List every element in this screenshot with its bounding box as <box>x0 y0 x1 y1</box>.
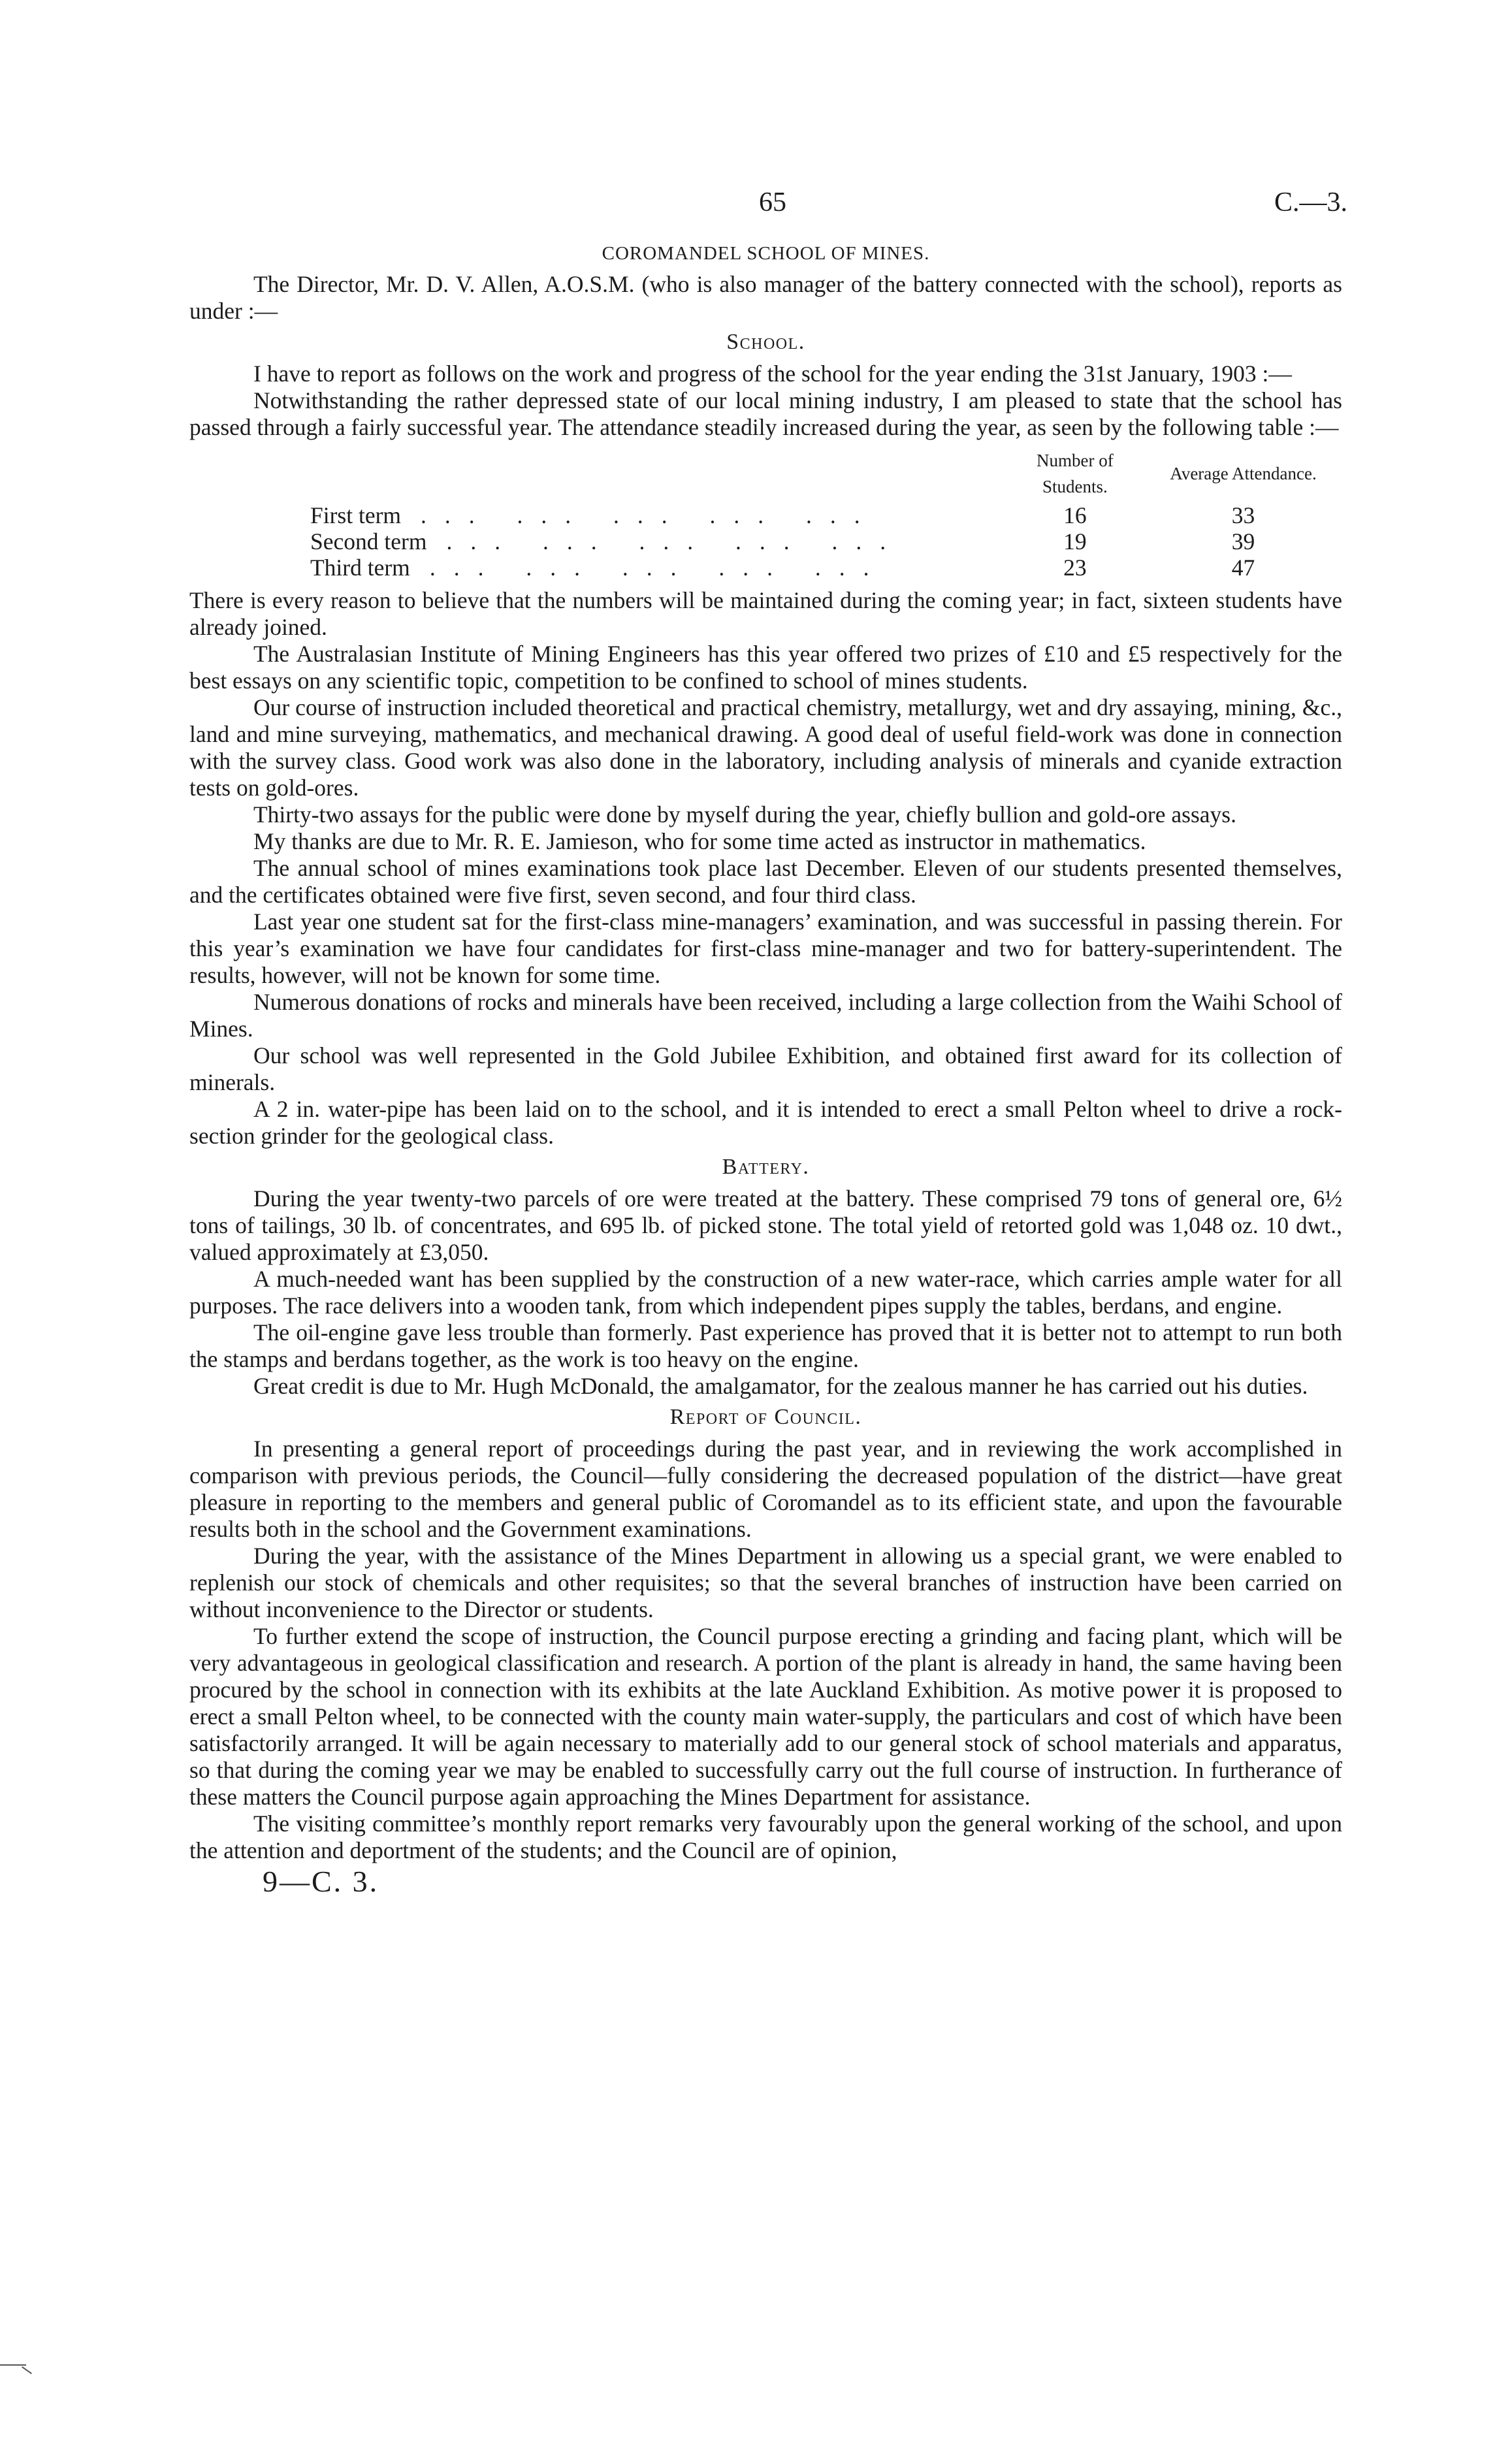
attendance-cell: 47 <box>1231 555 1255 581</box>
table-header-term <box>189 447 1006 502</box>
battery-paragraph: Great credit is due to Mr. Hugh McDonald, the amalgamator, for the zealous manner he has carried out his duties. <box>253 1373 1308 1399</box>
battery-paragraph: A much-needed want has been supplied by the construction of a new water-race, which carries ample water for all purposes. The race delivers into a wooden tank, from which independent pipes supply the tables, berdans, and engine. <box>189 1266 1342 1319</box>
leader-dots: ... ... ... ... ... <box>446 528 905 555</box>
table-header-students: Number of Students. <box>1037 451 1114 496</box>
school-paragraph: My thanks are due to Mr. R. E. Jamieson, who for some time acted as instructor in mathematics. <box>253 828 1146 854</box>
table-row <box>189 555 1342 581</box>
scan-mark <box>22 2366 32 2374</box>
students-cell: 23 <box>1063 555 1087 581</box>
term-cell <box>189 528 1006 555</box>
leader-dots: ... ... ... ... ... <box>421 502 878 528</box>
table-row <box>189 502 1342 528</box>
school-paragraph: I have to report as follows on the work and progress of the school for the year ending the 31st January, 1903 :— <box>253 361 1292 387</box>
page-header <box>189 187 1347 227</box>
students-cell: 19 <box>1063 528 1087 555</box>
term-cell <box>189 502 1006 528</box>
attendance-cell: 33 <box>1231 502 1255 528</box>
attendance-cell: 39 <box>1231 528 1255 555</box>
term-label: First term <box>310 502 402 528</box>
intro-paragraph: The Director, Mr. D. V. Allen, A.O.S.M. (who is also manager of the battery connected with the school), reports as under :— <box>189 271 1342 324</box>
table-header-row <box>189 447 1342 502</box>
school-paragraph: Last year one student sat for the first-class mine-managers’ examination, and was successful in passing therein. For this year’s examination we have four candidates for first-class mine-manager and two for battery-superintendent. The results, however, will not be known for some time. <box>189 909 1342 988</box>
council-paragraph: During the year, with the assistance of the Mines Department in allowing us a special grant, we were enabled to replenish our stock of chemicals and other requisites; so that the several branches of instruction have been carried on without inconvenience to the Director or students. <box>189 1543 1342 1622</box>
school-paragraph: There is every reason to believe that the numbers will be maintained during the coming year; in fact, sixteen students have already joined. <box>189 587 1342 640</box>
council-paragraph: In presenting a general report of proceedings during the past year, and in reviewing the work accomplished in comparison with previous periods, the Council—fully considering the decreased population of the district—have great pleasure in reporting to the members and general public of Coromandel as to its efficient state, and upon the favourable results both in the school and the Government examinations. <box>189 1436 1342 1542</box>
school-paragraph: Thirty-two assays for the public were done by myself during the year, chiefly bullion and gold-ore assays. <box>253 801 1236 828</box>
school-paragraph: Notwithstanding the rather depressed state of our local mining industry, I am pleased to state that the school has passed through a fairly successful year. The attendance steadily increased during the year, as seen by the following table :— <box>189 387 1342 440</box>
document-reference: C.—3. <box>1274 187 1347 217</box>
battery-paragraph: The oil-engine gave less trouble than formerly. Past experience has proved that it is better not to attempt to run both the stamps and berdans together, as the work is too heavy on the engine. <box>189 1319 1342 1372</box>
attendance-table <box>189 447 1342 581</box>
scan-mark <box>0 2364 26 2366</box>
school-paragraph: Our course of instruction included theoretical and practical chemistry, metallurgy, wet and dry assaying, mining, &c., land and mine surveying, mathematics, and mechanical drawing. A good deal of useful field-work was done in connection with the survey class. Good work was also done in the laboratory, including analysis of minerals and cyanide extraction tests on gold-ores. <box>189 694 1342 801</box>
term-label: Third term <box>310 555 410 581</box>
school-paragraph: A 2 in. water-pipe has been laid on to the school, and it is intended to erect a small Pelton wheel to drive a rock-section grinder for the geological class. <box>189 1096 1342 1149</box>
document-page <box>189 187 1347 1898</box>
signature-mark: 9—C. 3. <box>263 1865 379 1898</box>
students-cell: 16 <box>1063 502 1087 528</box>
page-number: 65 <box>759 187 786 217</box>
council-paragraph: The visiting committee’s monthly report remarks very favourably upon the general working of the school, and upon the attention and deportment of the students; and the Council are of opinion, <box>189 1810 1342 1863</box>
council-paragraph: To further extend the scope of instruction, the Council purpose erecting a grinding and facing plant, which will be very advantageous in geological classification and research. A portion of the plant is already in hand, the same having been procured by the school in connection with its exhibits at the late Auckland Exhibition. As motive power it is proposed to erect a small Pelton wheel, to be connected with the county main water-supply, the particulars and cost of which have been satisfactorily arranged. It will be again necessary to materially add to our general stock of school materials and apparatus, so that during the coming year we may be enabled to successfully carry out the full course of instruction. In furtherance of these matters the Council purpose again approaching the Mines Department for assistance. <box>189 1623 1342 1810</box>
table-row <box>189 528 1342 555</box>
section-heading-council: Report of Council. <box>669 1405 862 1429</box>
school-paragraph: Our school was well represented in the Gold Jubilee Exhibition, and obtained first award for its collection of minerals. <box>189 1042 1342 1095</box>
term-cell <box>189 555 1006 581</box>
leader-dots: ... ... ... ... ... <box>429 555 888 581</box>
section-heading-battery: Battery. <box>722 1155 810 1179</box>
table-header-attendance: Average Attendance. <box>1170 464 1317 483</box>
battery-paragraph: During the year twenty-two parcels of ore were treated at the battery. These comprised 79 tons of general ore, 6½ tons of tailings, 30 lb. of concentrates, and 695 lb. of picked stone. The total yield of retorted gold was 1,048 oz. 10 dwt., valued approximately at £3,050. <box>189 1185 1342 1265</box>
school-paragraph: The Australasian Institute of Mining Engineers has this year offered two prizes of £10 and £5 respectively for the best essays on any scientific topic, competition to be confined to school of mines students. <box>189 641 1342 694</box>
term-label: Second term <box>310 528 427 555</box>
school-paragraph: The annual school of mines examinations took place last December. Eleven of our students presented themselves, and the certificates obtained were five first, seven second, and four third class. <box>189 855 1342 908</box>
section-heading-school: School. <box>726 330 805 354</box>
school-paragraph: Numerous donations of rocks and minerals have been received, including a large collection from the Waihi School of Mines. <box>189 989 1342 1042</box>
page-title: COROMANDEL SCHOOL OF MINES. <box>602 243 930 264</box>
